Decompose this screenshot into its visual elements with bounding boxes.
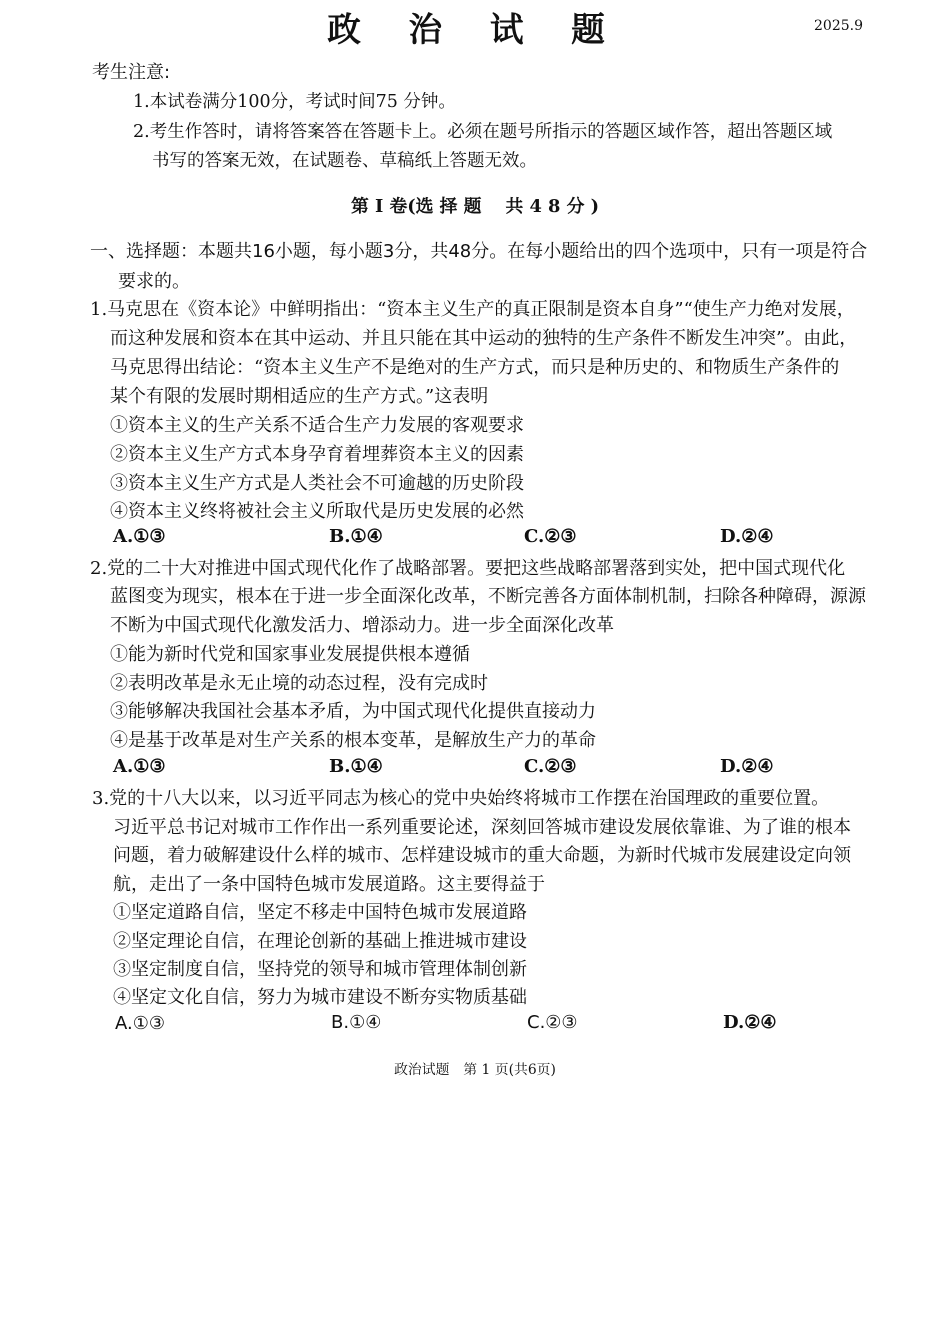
question-1-statement-3: ③资本主义生产方式是人类社会不可逾越的历史阶段 — [110, 473, 524, 494]
part-instruction-line-2: 要求的。 — [118, 271, 190, 292]
question-2-choice-d: D.②④ — [720, 756, 774, 777]
question-2-statement-3: ③能够解决我国社会基本矛盾，为中国式现代化提供直接动力 — [110, 701, 596, 722]
question-3-stem-line-3: 问题，着力破解建设什么样的城市、怎样建设城市的重大命题，为新时代城市发展建设定向领 — [113, 845, 851, 866]
question-1-stem-line-4: 某个有限的发展时期相适应的生产方式。”这表明 — [110, 386, 489, 407]
question-2-stem-line-2: 蓝图变为现实，根本在于进一步全面深化改革，不断完善各方面体制机制，扫除各种障碍，源源 — [110, 586, 866, 607]
question-2-statement-2: ②表明改革是永无止境的动态过程，没有完成时 — [110, 673, 488, 694]
section-title: 第 Ⅰ 卷(选 择 题 共 4 8 分 ) — [350, 196, 600, 217]
question-3-choice-a: A.①③ — [115, 1013, 165, 1034]
notice-heading: 考生注意: — [92, 62, 171, 83]
question-1-statement-1: ①资本主义的生产关系不适合生产力发展的客观要求 — [110, 415, 524, 436]
notice-item-2-line-1: 2.考生作答时，请将答案答在答题卡上。必须在题号所指示的答题区域作答，超出答题区域 — [133, 122, 833, 142]
notice-item-2-line-2: 书写的答案无效，在试题卷、草稿纸上答题无效。 — [152, 151, 537, 171]
question-2-choice-b: B.①④ — [329, 756, 383, 777]
question-2-stem-line-1: 2.党的二十大对推进中国式现代化作了战略部署。要把这些战略部署落到实处，把中国式现代化 — [90, 558, 846, 579]
question-2-statement-1: ①能为新时代党和国家事业发展提供根本遵循 — [110, 644, 470, 665]
page-footer: 政治试题 第 1 页(共6页) — [394, 1062, 556, 1078]
question-1-stem-line-3: 马克思得出结论：“资本主义生产不是绝对的生产方式，而只是种历史的、和物质生产条件的 — [110, 357, 840, 378]
question-3-choice-b: B.①④ — [331, 1012, 382, 1033]
question-1-statement-4: ④资本主义终将被社会主义所取代是历史发展的必然 — [110, 501, 524, 522]
question-3-statement-4: ④坚定文化自信，努力为城市建设不断夯实物质基础 — [113, 987, 527, 1008]
question-2-statement-4: ④是基于改革是对生产关系的根本变革，是解放生产力的革命 — [110, 730, 596, 751]
question-1-choice-c: C.②③ — [524, 526, 577, 547]
question-1-stem-line-1: 1.马克思在《资本论》中鲜明指出：“资本主义生产的真正限制是资本自身”“使生产力绝对发展， — [90, 299, 855, 320]
question-3-statement-2: ②坚定理论自信，在理论创新的基础上推进城市建设 — [113, 931, 527, 952]
question-2-choice-a: A.①③ — [113, 756, 166, 777]
question-3-stem-line-4: 航，走出了一条中国特色城市发展道路。这主要得益于 — [113, 874, 545, 895]
question-3-statement-1: ①坚定道路自信，坚定不移走中国特色城市发展道路 — [113, 902, 527, 923]
question-1-choice-d: D.②④ — [720, 526, 774, 547]
question-1-statement-2: ②资本主义生产方式本身孕育着埋葬资本主义的因素 — [110, 444, 524, 465]
question-2-choice-c: C.②③ — [524, 756, 577, 777]
exam-date: 2025.9 — [814, 18, 863, 34]
page-title: 政 治 试 题 — [327, 9, 623, 49]
question-3-stem-line-1: 3.党的十八大以来，以习近平同志为核心的党中央始终将城市工作摆在治国理政的重要位置。 — [92, 788, 830, 809]
question-3-choice-d: D.②④ — [723, 1012, 777, 1033]
question-2-stem-line-3: 不断为中国式现代化激发活力、增添动力。进一步全面深化改革 — [110, 615, 614, 636]
part-instruction-line-1: 一、选择题：本题共16小题，每小题3分，共48分。在每小题给出的四个选项中，只有一项是符合 — [90, 241, 868, 262]
notice-item-1: 1.本试卷满分100分，考试时间75 分钟。 — [133, 92, 456, 112]
question-3-statement-3: ③坚定制度自信，坚持党的领导和城市管理体制创新 — [113, 959, 527, 980]
question-1-choice-b: B.①④ — [329, 526, 383, 547]
question-1-stem-line-2: 而这种发展和资本在其中运动、并且只能在其中运动的独特的生产条件不断发生冲突”。由此， — [110, 328, 858, 349]
question-1-choice-a: A.①③ — [113, 526, 166, 547]
question-3-stem-line-2: 习近平总书记对城市工作作出一系列重要论述，深刻回答城市建设发展依靠谁、为了谁的根本 — [113, 817, 851, 838]
question-3-choice-c: C.②③ — [527, 1012, 578, 1033]
